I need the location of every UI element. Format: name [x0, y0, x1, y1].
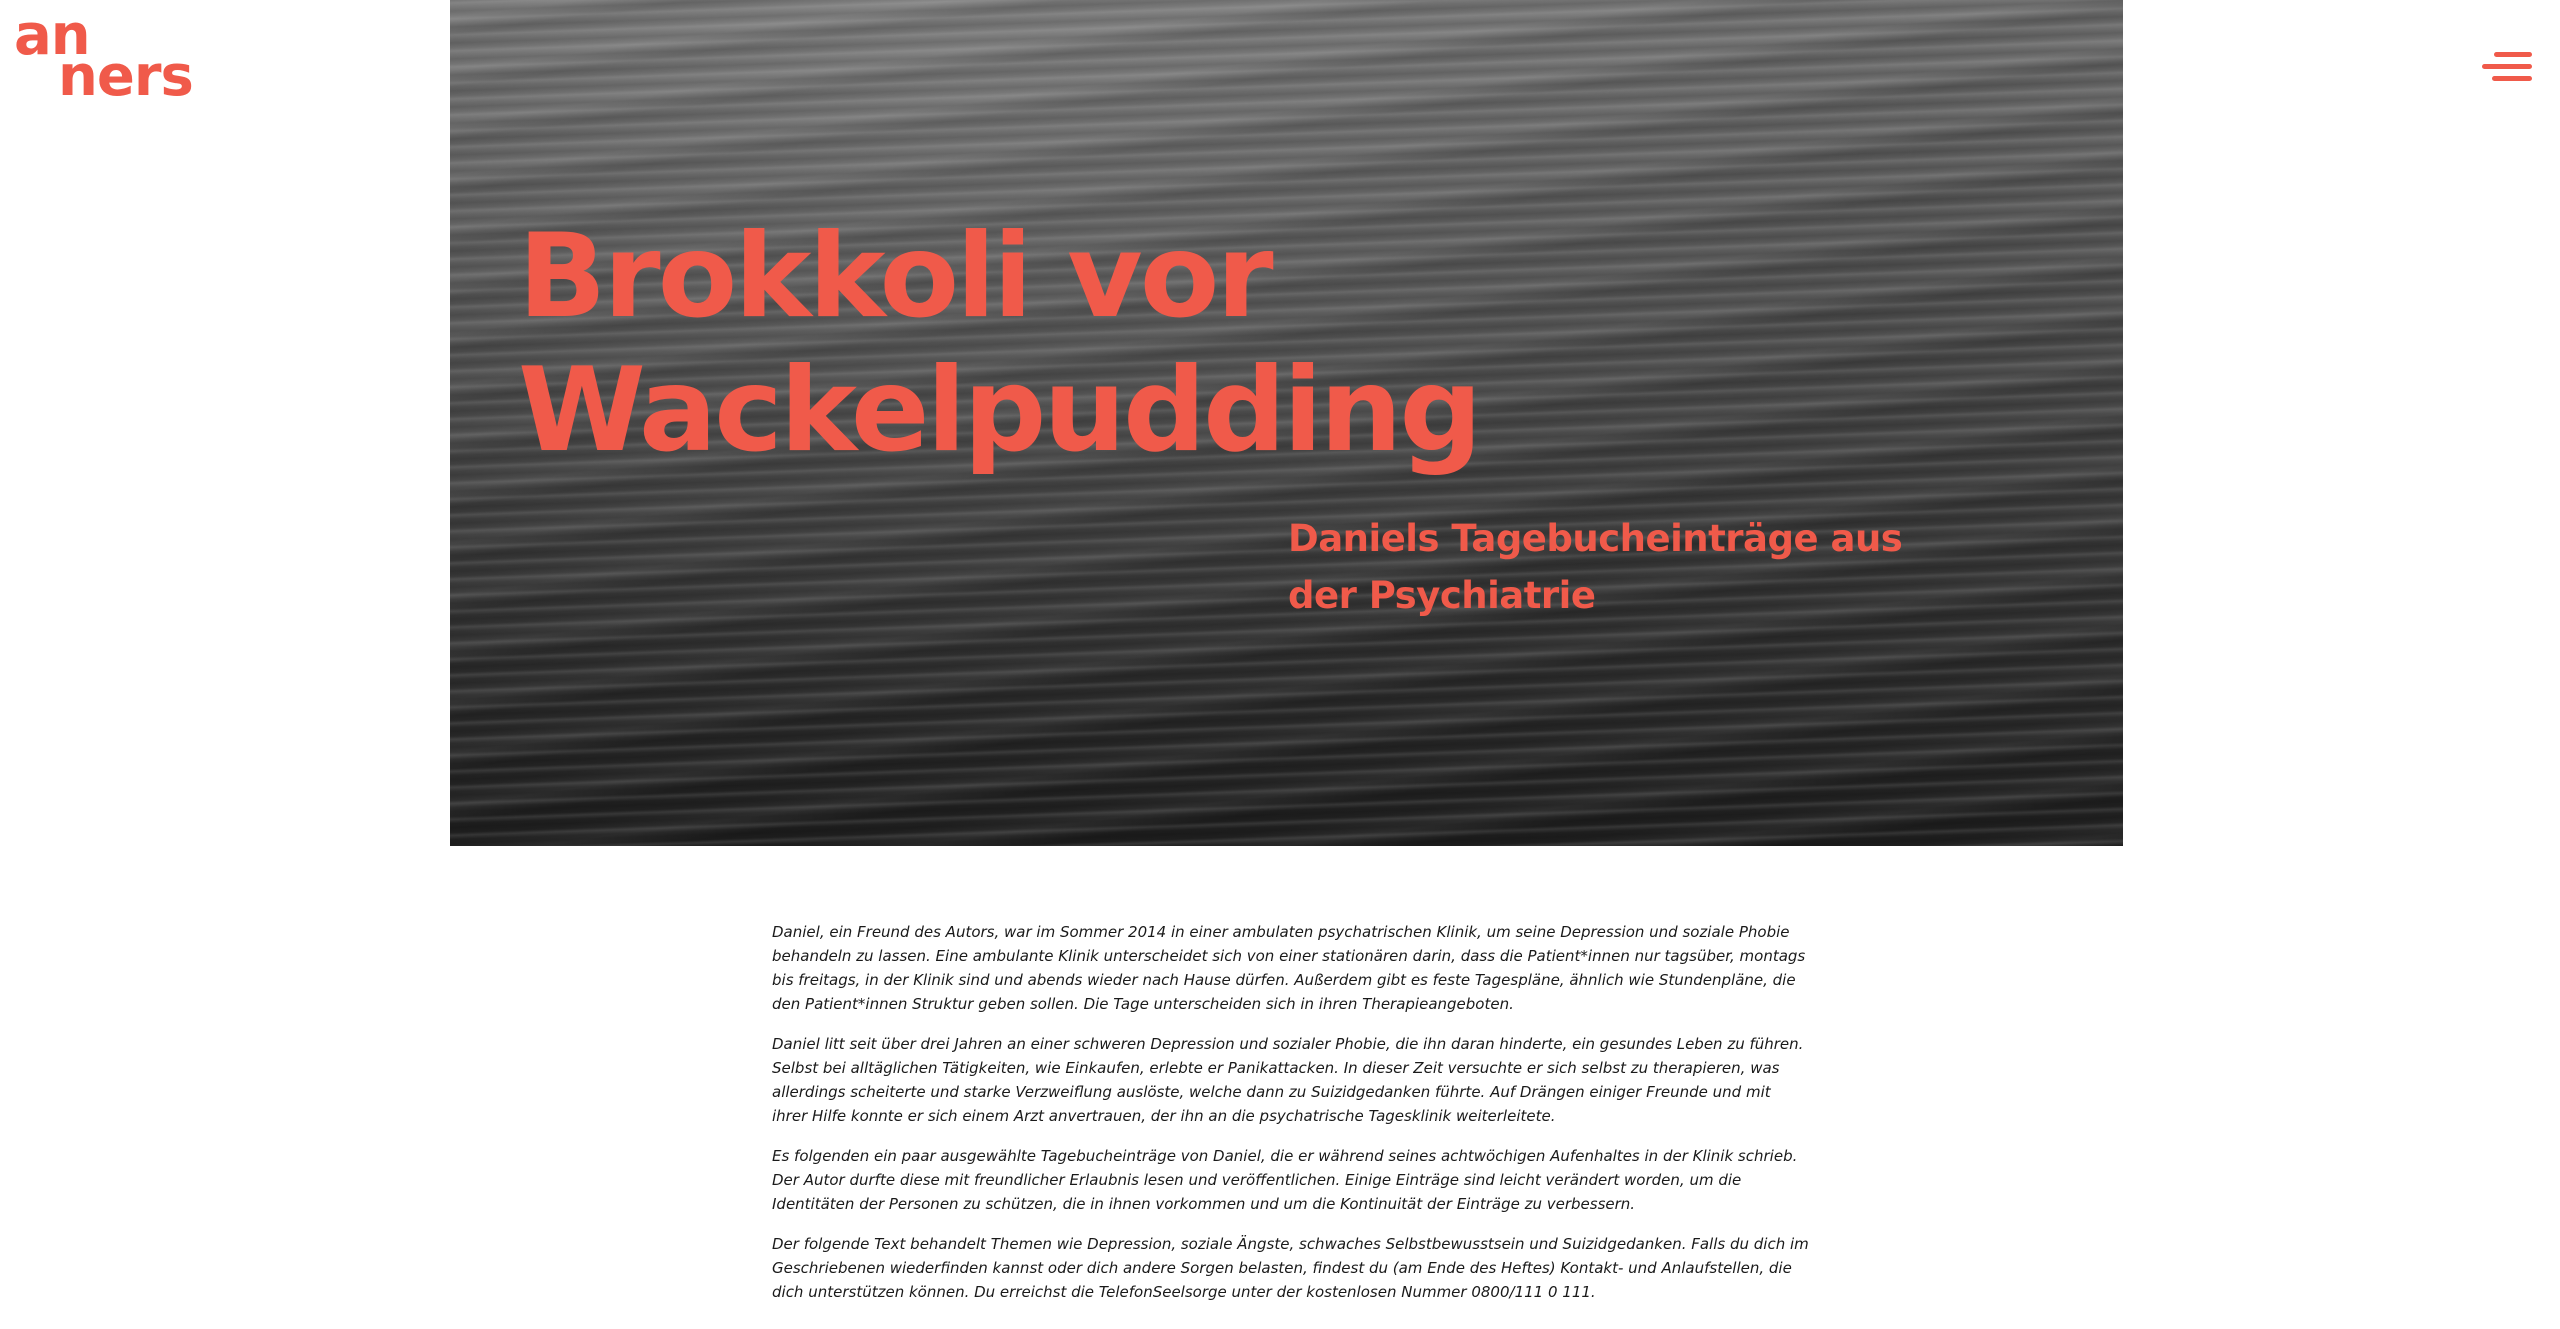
article-paragraph-3: Es folgenden ein paar ausgewählte Tagebucheinträge von Daniel, die er während seines achtwöchigen Aufenhaltes in der Klinik schrieb. Der Autor durfte diese mit freundlicher Erlaubnis lesen und veröffentlichen. Einige Einträge sind leicht verändert worden, um die Identitäten der Personen zu schützen, die in ihnen vorkommen und um die Kontinuität der Einträge zu verbessern. — [772, 1147, 1798, 1213]
logo-text-line2: ners — [58, 44, 193, 109]
article-intro — [772, 920, 1810, 1320]
menu-bar-bottom — [2492, 76, 2532, 81]
hero-banner — [450, 0, 2123, 846]
article-paragraph-4: Der folgende Text behandelt Themen wie Depression, soziale Ängste, schwaches Selbstbewusstsein und Suizidgedanken. Falls du dich im Geschriebenen wiederfinden kannst oder dich andere Sorgen belasten, findest du (am Ende des Heftes) Kontakt- und Anlaufstellen, die dich unterstützen können. Du erreichst die TelefonSeelsorge unter der kostenlosen Nummer 0800/111 0 111. — [772, 1235, 1809, 1301]
title-line-1: Brokkoli vor — [518, 209, 1271, 344]
menu-bar-top — [2494, 52, 2532, 57]
page-subtitle: Daniels Tagebucheinträge aus der Psychiatrie — [1288, 517, 1903, 617]
article-paragraph-2: Daniel litt seit über drei Jahren an einer schweren Depression und sozialer Phobie, die ihn daran hinderte, ein gesundes Leben zu führen. Selbst bei alltäglichen Tätigkeiten, wie Einkaufen, erlebte er Panikattacken. In dieser Zeit versuchte er sich selbst zu therapieren, was allerdings scheiterte und starke Verzweiflung auslöste, welche dann zu Suizidgedanken führte. Auf Drängen einiger Freunde und mit ihrer Hilfe konnte er sich einem Arzt anvertrauen, der ihn an die psychatrische Tagesklinik weiterleitete. — [772, 1035, 1804, 1125]
title-line-2: Wackelpudding — [518, 343, 1480, 478]
site-logo[interactable] — [14, 3, 214, 109]
logo-text-line1: an — [14, 3, 90, 68]
article-paragraph-1: Daniel, ein Freund des Autors, war im Sommer 2014 in einer ambulaten psychatrischen Klinik, um seine Depression und soziale Phobie behandeln zu lassen. Eine ambulante Klinik unterscheidet sich von einer stationären darin, dass die Patient*innen nur tagsüber, montags bis freitags, in der Klinik sind und abends wieder nach Hause dürfen. Außerdem gibt es feste Tagespläne, ähnlich wie Stundenpläne, die den Patient*innen Struktur geben sollen. Die Tage unterscheiden sich in ihren Therapieangeboten. — [772, 923, 1806, 1013]
page-title — [518, 210, 1479, 478]
hamburger-menu-icon[interactable] — [2476, 52, 2532, 88]
menu-bar-middle — [2482, 64, 2532, 69]
